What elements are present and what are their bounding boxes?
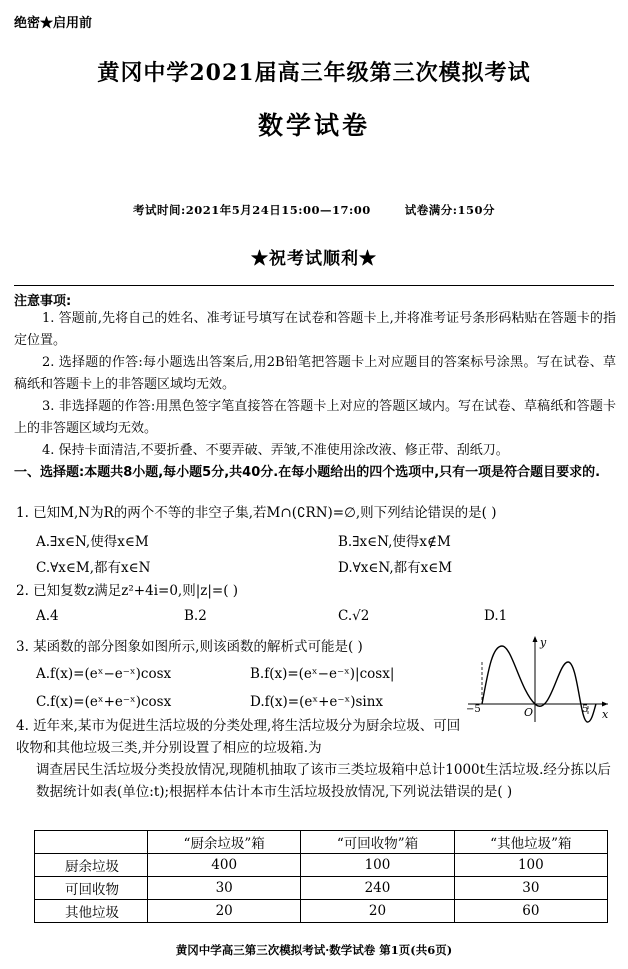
confidential-label: 绝密★启用前 <box>14 16 93 31</box>
header-divider <box>14 285 614 286</box>
table-header-cell: “其他垃圾”箱 <box>454 831 607 854</box>
waste-data-table <box>34 830 608 923</box>
notice-item-4: 4. 保持卡面清洁,不要折叠、不要弄破、弄皱,不准使用涂改液、修正带、刮纸刀。 <box>42 443 509 458</box>
table-header-cell <box>35 831 148 854</box>
function-graph <box>462 632 612 724</box>
q1-option-a: A.∃x∈N,使得x∈M <box>36 534 149 550</box>
table-header-cell: “可回收物”箱 <box>301 831 454 854</box>
question-2-stem: 2. 已知复数z满足z²+4i=0,则|z|=( ) <box>16 583 239 599</box>
exam-title: 黄冈中学2021届高三年级第三次模拟考试 <box>97 60 531 86</box>
table-cell: 20 <box>301 900 454 923</box>
page-footer: 黄冈中学高三第三次模拟考试·数学试卷 第1页(共6页) <box>175 943 453 957</box>
table-header-row <box>35 831 608 854</box>
q2-option-b: B.2 <box>184 608 207 624</box>
y-axis-arrow <box>533 636 538 642</box>
table-cell: 20 <box>148 900 301 923</box>
left-tick-label: −5 <box>466 704 481 715</box>
x-axis-label: x <box>602 708 609 721</box>
q2-option-d: D.1 <box>484 608 508 624</box>
table-row-header: 厨余垃圾 <box>35 854 148 877</box>
table-row <box>35 877 608 900</box>
notice-item-3: 3. 非选择题的作答:用黑色签字笔直接答在答题卡上对应的答题区域内。写在试卷、草稿纸和答题卡上的非答题区域均无效。 <box>14 399 616 436</box>
table-cell: 100 <box>301 854 454 877</box>
origin-label: O <box>524 706 534 719</box>
table-row-header: 其他垃圾 <box>35 900 148 923</box>
table-row <box>35 854 608 877</box>
exam-time: 考试时间:2021年5月24日15:00—17:00 <box>132 203 371 217</box>
notice-item-1: 1. 答题前,先将自己的姓名、准考证号填写在试卷和答题卡上,并将准考证号条形码粘贴在答题卡的指定位置。 <box>14 311 616 348</box>
table-header-cell: “厨余垃圾”箱 <box>148 831 301 854</box>
question-4-stem-part1: 4. 近年来,某市为促进生活垃圾的分类处理,将生活垃圾分为厨余垃圾、可回收物和其他垃圾三类,并分别设置了相应的垃圾箱.为 <box>16 718 461 756</box>
good-luck-banner: ★祝考试顺利★ <box>251 249 377 269</box>
question-4-stem-part2: 调查居民生活垃圾分类投放情况,现随机抽取了该市三类垃圾箱中总计1000t生活垃圾.经分拣以后数据统计如表(单位:t);根据样本估计本市生活垃圾投放情况,下列说法错误的是( ) <box>36 762 611 800</box>
table-cell: 30 <box>148 877 301 900</box>
notice-item-2: 2. 选择题的作答:每小题选出答案后,用2B铅笔把答题卡上对应题目的答案标号涂黑。写在试卷、草稿纸和答题卡上的非答题区域均无效。 <box>14 355 616 392</box>
paper-subtitle: 数学试卷 <box>257 111 370 140</box>
q3-option-a: A.f(x)=(eˣ−e⁻ˣ)cosx <box>36 666 172 682</box>
notice-title: 注意事项: <box>14 294 72 309</box>
q1-option-b: B.∃x∈N,使得x∉M <box>338 534 451 550</box>
function-curve <box>482 646 596 722</box>
table-row <box>35 900 608 923</box>
q2-option-c: C.√2 <box>338 608 370 624</box>
section-heading <box>14 463 618 483</box>
table-cell: 100 <box>454 854 607 877</box>
section-heading-text: 一、选择题:本题共8小题,每小题5分,共40分.在每小题给出的四个选项中,只有一项是符合题目要求的. <box>14 465 601 480</box>
table-row-header: 可回收物 <box>35 877 148 900</box>
x-axis-arrow <box>602 702 608 707</box>
table-cell: 240 <box>301 877 454 900</box>
q3-option-c: C.f(x)=(eˣ+e⁻ˣ)cosx <box>36 694 172 710</box>
question-3-stem: 3. 某函数的部分图象如图所示,则该函数的解析式可能是( ) <box>16 639 363 655</box>
q3-option-d: D.f(x)=(eˣ+e⁻ˣ)sinx <box>250 694 384 710</box>
exam-meta <box>0 202 628 218</box>
full-score: 试卷满分:150分 <box>404 203 495 217</box>
q2-option-a: A.4 <box>36 608 59 624</box>
q1-option-d: D.∀x∈N,都有x∈M <box>338 560 453 576</box>
y-axis-label: y <box>540 636 547 649</box>
q1-option-c: C.∀x∈M,都有x∈N <box>36 560 151 576</box>
right-tick-label: 5 <box>582 704 589 715</box>
q3-option-b: B.f(x)=(eˣ−e⁻ˣ)|cosx| <box>250 666 395 682</box>
table-cell: 400 <box>148 854 301 877</box>
table-cell: 60 <box>454 900 607 923</box>
question-1-stem: 1. 已知M,N为R的两个不等的非空子集,若M∩(∁RN)=∅,则下列结论错误的是( ) <box>16 505 497 521</box>
table-cell: 30 <box>454 877 607 900</box>
